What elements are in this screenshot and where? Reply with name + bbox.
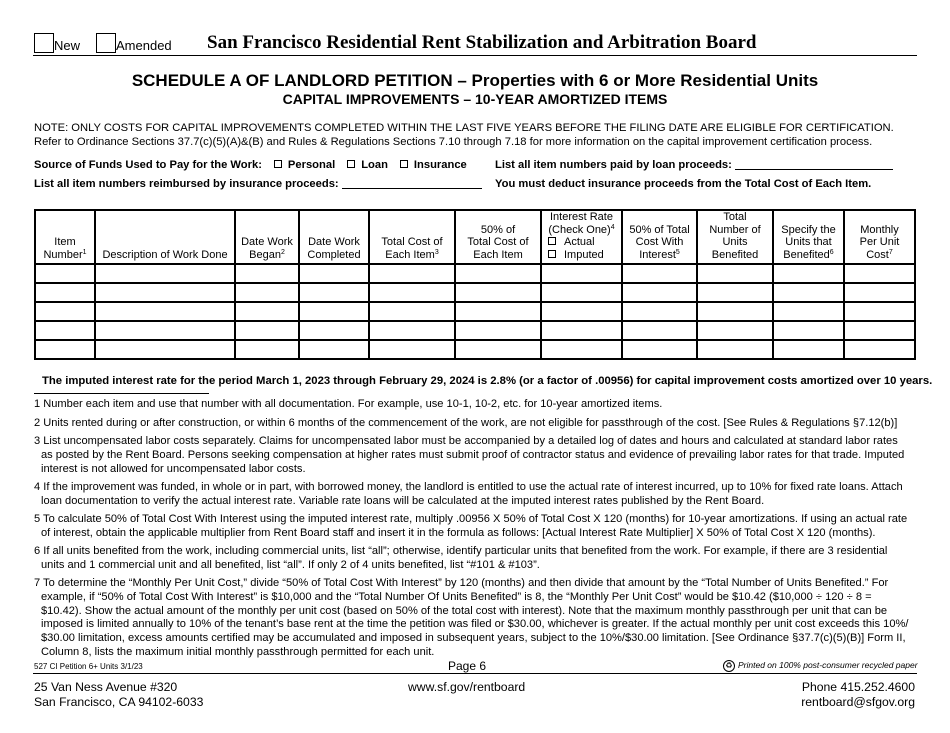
table-cell[interactable]: [622, 321, 697, 340]
personal-checkbox[interactable]: [274, 160, 282, 168]
table-cell[interactable]: [541, 321, 622, 340]
improvements-table: [34, 209, 916, 360]
table-cell[interactable]: [35, 302, 95, 321]
table-cell[interactable]: [455, 264, 541, 283]
footnote-rule: [34, 393, 209, 394]
insurance-items-field[interactable]: [342, 188, 482, 189]
address-line2: San Francisco, CA 94102-6033: [34, 695, 204, 709]
header-rule: [33, 55, 917, 56]
insurance-items-row: [34, 178, 482, 190]
recycle-icon: ♻: [723, 660, 735, 672]
table-cell[interactable]: [235, 264, 299, 283]
table-cell[interactable]: [369, 321, 455, 340]
table-cell[interactable]: [541, 302, 622, 321]
footnote-1: 1 Number each item and use that number with all documentation. For example, use 10-1, 10-2, etc. for 10-year amortized items.: [34, 398, 663, 410]
table-cell[interactable]: [622, 283, 697, 302]
loan-items-label: List all item numbers paid by loan proceeds:: [495, 159, 732, 171]
table-cell[interactable]: [697, 264, 773, 283]
contact-block: [801, 680, 915, 710]
source-of-funds-label: Source of Funds Used to Pay for the Work:: [34, 159, 262, 171]
table-cell[interactable]: [235, 302, 299, 321]
footnote-6: 6 If all units benefited from the work, including commercial units, list “all”; otherwise, identify particular units that benefited from the work. For example, if there are 3 residential units and 1 commercial unit and all benefited, list “all”. If only 2 of 4 units benefited, list “#101 & #103”.: [34, 545, 888, 571]
table-cell[interactable]: [95, 302, 235, 321]
table-cell[interactable]: [844, 302, 915, 321]
loan-items-row: [495, 159, 893, 171]
table-cell[interactable]: [95, 283, 235, 302]
table-cell[interactable]: [95, 340, 235, 359]
table-cell[interactable]: [95, 264, 235, 283]
loan-checkbox[interactable]: [347, 160, 355, 168]
address-line1: 25 Van Ness Avenue #320: [34, 680, 178, 694]
insurance-items-label: List all item numbers reimbursed by insurance proceeds:: [34, 178, 339, 190]
table-row: [35, 264, 915, 283]
col-half-cost-with-interest: 50% of Total Cost With Interest$^5$: [622, 210, 697, 264]
email-address[interactable]: rentboard@sfgov.org: [801, 695, 915, 709]
website-link[interactable]: www.sf.gov/rentboard: [408, 680, 526, 694]
table-cell[interactable]: [773, 321, 844, 340]
insurance-label: Insurance: [413, 159, 467, 171]
col-description: Description of Work Done: [95, 210, 235, 264]
table-cell[interactable]: [299, 340, 369, 359]
table-cell[interactable]: [455, 321, 541, 340]
footnote-3: 3 List uncompensated labor costs separately. Claims for uncompensated labor must be accompanied by a detailed log of dates and hours and calculated at standard labor rates as posted by the Rent Board. Persons seeking compensation at higher rates must submit proof of contractor status and evidence of prevailing labor rates for that trade. Imputed interest is not allowed for uncompensated labor costs.: [34, 435, 905, 475]
schedule-subtitle: CAPITAL IMPROVEMENTS – 10-YEAR AMORTIZED ITEMS: [282, 91, 668, 107]
col-specify-units: Specify the Units that Benefited$^6$: [773, 210, 844, 264]
table-cell[interactable]: [299, 321, 369, 340]
eligibility-note-line1: NOTE: ONLY COSTS FOR CAPITAL IMPROVEMENTS COMPLETED WITHIN THE LAST FIVE YEARS BEFORE THE FILING DATE ARE ELIGIBLE FOR CERTIFICATION.: [34, 122, 894, 134]
form-code: 527 CI Petition 6+ Units 3/1/23: [34, 662, 143, 671]
table-cell[interactable]: [541, 264, 622, 283]
table-cell[interactable]: [369, 302, 455, 321]
eligibility-note: [34, 121, 894, 149]
col-date-completed: Date Work Completed: [299, 210, 369, 264]
recycled-note: ♻ Printed on 100% post-consumer recycled paper: [723, 660, 918, 672]
table-cell[interactable]: [844, 264, 915, 283]
table-row: [35, 321, 915, 340]
table-cell[interactable]: [773, 340, 844, 359]
loan-items-field[interactable]: [735, 169, 893, 170]
address-block: [34, 680, 203, 710]
table-cell[interactable]: [235, 340, 299, 359]
imputed-rate-statement: The imputed interest rate for the period March 1, 2023 through February 29, 2024 is 2.8% (or a factor of .00956) for capital improvement costs amortized over 10 years.: [42, 375, 933, 387]
col-interest-rate: Interest Rate (Check One)$^4$ Actual Imputed: [541, 210, 622, 264]
footnote-7: 7 To determine the “Monthly Per Unit Cost,” divide “50% of Total Cost With Interest” by 120 (months) and then divide that amount by the “Total Number of Units Benefited.” For example, if “50% of Total Cost With Interest” is $10,000 and the “Total Number Of Units Benefited” is 8, the “Monthly Per Unit Cost” would be $10.42 ($10,000 ÷ 120 ÷ 8 = $10.42). Show the actual amount of the monthly per unit cost (based on 50% of the total cost with interest). Note that the maximum monthly passthrough per unit that can be imposed is limited annually to 10% of the tenant’s base rent at the time the petition was filed or $30.00, whichever is greater. If the actual monthly per unit cost exceeds this 10%/ $30.00 limitation, excess amounts certified may be accumulated and imposed in subsequent years, subject to the 10%/$30.00 limitation. [See Ordinance §37.7(c)(5)(B)] Form II, Column 8, lists the maximum initial monthly passthrough permitted for each unit.: [34, 577, 909, 658]
board-name: San Francisco Residential Rent Stabilization and Arbitration Board: [207, 32, 757, 53]
table-cell[interactable]: [844, 340, 915, 359]
table-cell[interactable]: [773, 264, 844, 283]
table-cell[interactable]: [35, 283, 95, 302]
table-cell[interactable]: [697, 302, 773, 321]
col-half-total-cost: 50% of Total Cost of Each Item: [455, 210, 541, 264]
table-cell[interactable]: [844, 283, 915, 302]
footnote-4: 4 If the improvement was funded, in whole or in part, with borrowed money, the landlord is entitled to use the actual rate of interest incurred, up to 10% for fixed rate loans. Attach loan documentation to verify the actual interest rate. Variable rate loans will be calculated at the imputed interest rates published by the Rent Board.: [34, 481, 903, 507]
amended-label: Amended: [116, 38, 172, 53]
table-cell[interactable]: [622, 340, 697, 359]
table-cell[interactable]: [622, 264, 697, 283]
eligibility-note-line2: Refer to Ordinance Sections 37.7(c)(5)(A)&(B) and Rules & Regulations Sections 7.10 through 7.18 for more information on the capital improvement certification process.: [34, 136, 873, 148]
col-units-benefited: Total Number of Units Benefited: [697, 210, 773, 264]
table-cell[interactable]: [35, 340, 95, 359]
new-label: New: [54, 38, 81, 53]
imputed-rate-checkbox[interactable]: [548, 250, 556, 258]
table-cell[interactable]: [235, 321, 299, 340]
loan-label: Loan: [361, 159, 388, 171]
deduct-note: You must deduct insurance proceeds from the Total Cost of Each Item.: [495, 178, 872, 190]
table-cell[interactable]: [622, 302, 697, 321]
table-row: [35, 283, 915, 302]
table-cell[interactable]: [697, 321, 773, 340]
actual-rate-checkbox[interactable]: [548, 237, 556, 245]
table-cell[interactable]: [299, 283, 369, 302]
table-row: [35, 340, 915, 359]
col-total-cost: Total Cost of Each Item$^3$: [369, 210, 455, 264]
table-cell[interactable]: [697, 283, 773, 302]
col-item-number: Item Number$^1$: [35, 210, 95, 264]
source-of-funds-row: [34, 159, 467, 171]
table-cell[interactable]: [369, 340, 455, 359]
table-cell[interactable]: [235, 283, 299, 302]
table-cell[interactable]: [455, 340, 541, 359]
footnote-2: 2 Units rented during or after construction, or within 6 months of the commencement of the work, are not eligible for passthrough of the cost. [See Rules & Regulations §7.12(b)]: [34, 417, 898, 429]
amended-option: [96, 33, 172, 53]
col-date-began: Date Work Began$^2$: [235, 210, 299, 264]
table-header-row: [35, 210, 915, 264]
table-cell[interactable]: [35, 321, 95, 340]
table-cell[interactable]: [541, 283, 622, 302]
table-cell[interactable]: [773, 283, 844, 302]
table-cell[interactable]: [773, 302, 844, 321]
table-cell[interactable]: [455, 302, 541, 321]
table-cell[interactable]: [541, 340, 622, 359]
table-cell[interactable]: [369, 264, 455, 283]
phone-number: Phone 415.252.4600: [801, 680, 915, 694]
table-cell[interactable]: [35, 264, 95, 283]
col-monthly-cost: Monthly Per Unit Cost$^7$: [844, 210, 915, 264]
new-checkbox[interactable]: [34, 33, 54, 53]
schedule-title: SCHEDULE A OF LANDLORD PETITION – Properties with 6 or More Residential Units: [131, 71, 819, 90]
table-cell[interactable]: [697, 340, 773, 359]
insurance-checkbox[interactable]: [400, 160, 408, 168]
new-option: [34, 33, 80, 53]
table-cell[interactable]: [299, 264, 369, 283]
table-cell[interactable]: [455, 283, 541, 302]
table-cell[interactable]: [369, 283, 455, 302]
footer-rule: [33, 673, 917, 674]
table-row: [35, 302, 915, 321]
table-cell[interactable]: [299, 302, 369, 321]
table-cell[interactable]: [95, 321, 235, 340]
amended-checkbox[interactable]: [96, 33, 116, 53]
page-number: Page 6: [448, 659, 487, 673]
table-cell[interactable]: [844, 321, 915, 340]
footnote-5: 5 To calculate 50% of Total Cost With Interest using the imputed interest rate, multiply .00956 X 50% of Total Cost X 120 (months) for 10-year amortizations. If using an actual rate of interest, obtain the applicable multiplier from Rent Board staff and insert it in the formula as follows: [Actual Interest Rate Multiplier] X 50% of Total Cost X 120 (months).: [34, 513, 908, 539]
personal-label: Personal: [287, 159, 336, 171]
